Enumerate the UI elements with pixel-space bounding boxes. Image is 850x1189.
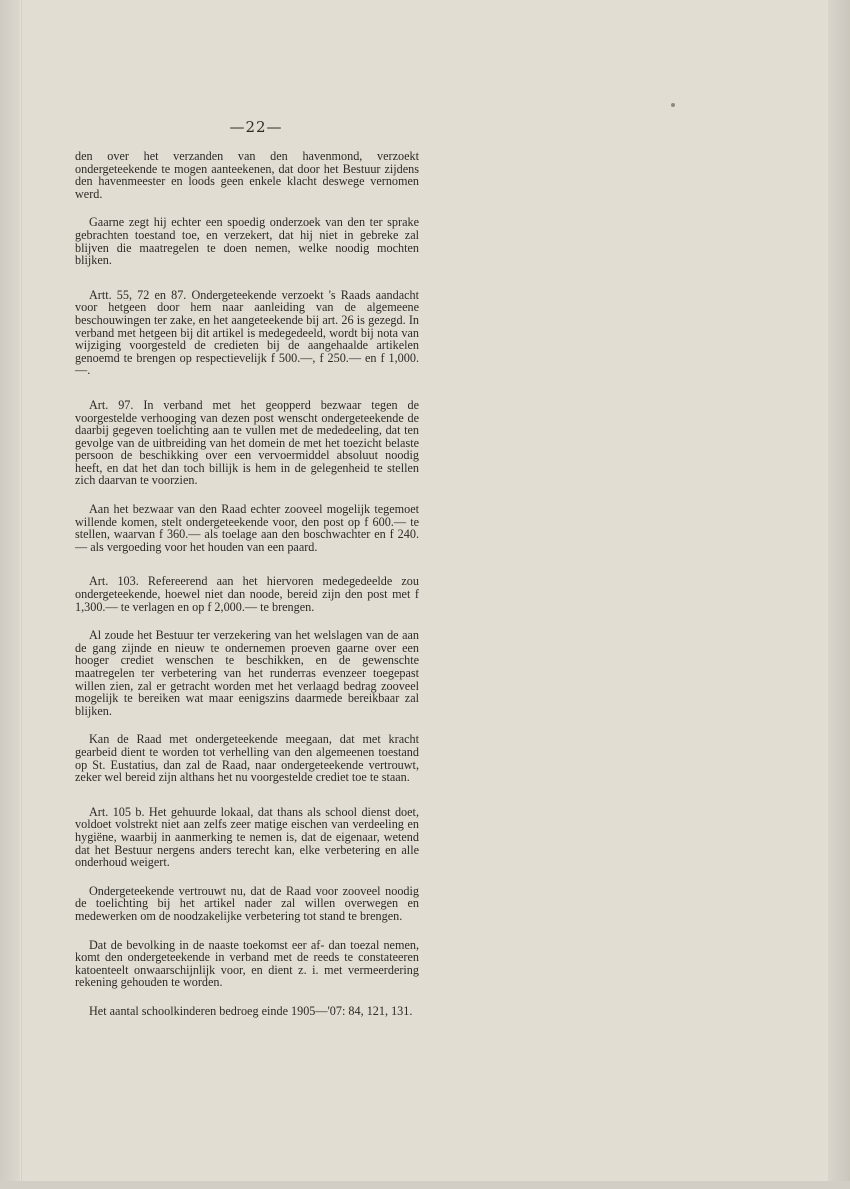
paper-speck bbox=[671, 103, 675, 107]
paragraph: Ondergeteekende vertrouwt nu, dat de Raad voor zooveel noodig de toelichting bij het artikel nader zal willen overwegen en medewerken om de noodzakelijke verbetering tot stand te brengen. bbox=[75, 883, 419, 923]
paragraph-art-105b: Art. 105 b. Het gehuurde lokaal, dat thans als school dienst doet, voldoet volstrekt niet aan zelfs zeer matige eischen van verdeeling en hygiëne, waarbij in aanmerking te nemen is, dat de eigenaar, wetend dat het Bestuur nergens anders terecht kan, elke verbetering en alle onderhoud weigert. bbox=[75, 804, 419, 870]
page-bottom-edge bbox=[0, 1181, 850, 1189]
paragraph: den over het verzanden van den havenmond, verzoekt ondergeteekende te mogen aanteekenen, dat door het Bestuur zijdens den havenmeester en loods geen enkele klacht deswege vernomen werd. bbox=[75, 149, 419, 201]
paragraph: Dat de bevolking in de naaste toekomst eer af- dan toezal nemen, komt den ondergeteekende in verband met de reeds te constateeren katoenteelt onwaarschijnlijk voor, en dient z. i. met vermeerdering rekening gehouden te worden. bbox=[75, 937, 419, 990]
paragraph: Al zoude het Bestuur ter verzekering van het welslagen van de aan de gang zijnde en nieuw te ondernemen proeven gaarne over een hooger crediet wenschen te beschikken, en de gewenschte maatregelen ter verbetering van het runderras evenzeer toegepast willen zien, zal er getracht worden met het verlaagd bedrag zooveel mogelijk te bereiken wat maar eenigszins daarmede bereikbaar zal blijken. bbox=[75, 628, 419, 718]
page-number: —22— bbox=[229, 118, 283, 136]
document-body bbox=[75, 150, 419, 1033]
paragraph: Aan het bezwaar van den Raad echter zooveel mogelijk tegemoet willende komen, stelt ondergeteekende voor, den post op f 600.— te stellen, waarvan f 360.— als toelage aan den boschwachter en f 240.— als vergoeding voor het houden van een paard. bbox=[75, 502, 419, 554]
page-right-edge bbox=[828, 0, 850, 1189]
paragraph: Het aantal schoolkinderen bedroeg einde 1905—'07: 84, 121, 131. bbox=[89, 1003, 413, 1018]
paragraph-artt-55-72-87: Artt. 55, 72 en 87. Ondergeteekende verzoekt 's Raads aandacht voor hetgeen door hem naar aanleiding van de algemeene beschouwingen ter zake, en het aangeteekende bij art. 26 is gezegd. In verband met hetgeen bij dit artikel is medegedeeld, wordt bij nota van wijziging voorgesteld de credieten bij de aangehaalde artikelen genoemd te brengen op respectievelijk f 500.—, f 250.— en f 1,000.—. bbox=[75, 287, 419, 378]
page-left-edge bbox=[0, 0, 20, 1189]
paragraph: Kan de Raad met ondergeteekende meegaan, dat met kracht gearbeid dient te worden tot verhelling van den algemeenen toestand op St. Eustatius, dan zal de Raad, naar ondergeteekende vertrouwt, zeker wel bereid zijn althans het nu voorgestelde crediet toe te staan. bbox=[75, 732, 419, 785]
paragraph: Gaarne zegt hij echter een spoedig onderzoek van den ter sprake gebrachten toestand toe, en verzekert, dat hij niet in gebreke zal blijven die maatregelen te doen nemen, welke noodig mochten blijken. bbox=[75, 215, 419, 268]
paragraph-art-103: Art. 103. Refereerend aan het hiervoren medegedeelde zou ondergeteekende, hoewel niet dan noode, bereid zijn den post met f 1,300.— te verlagen en op f 2,000.— te brengen. bbox=[75, 574, 419, 614]
paragraph-art-97: Art. 97. In verband met het geopperd bezwaar tegen de voorgestelde verhooging van dezen post wenscht ondergeteekende de daarbij gegeven toelichting aan te vullen met de mededeeling, dat ten gevolge van de uitbreiding van het domein de met het toezicht belaste persoon de beschikking over een vervoermiddel absoluut noodig heeft, en dat het dan toch billijk is hem in de gelegenheid te stellen zich daarvan te voorzien. bbox=[75, 397, 419, 488]
